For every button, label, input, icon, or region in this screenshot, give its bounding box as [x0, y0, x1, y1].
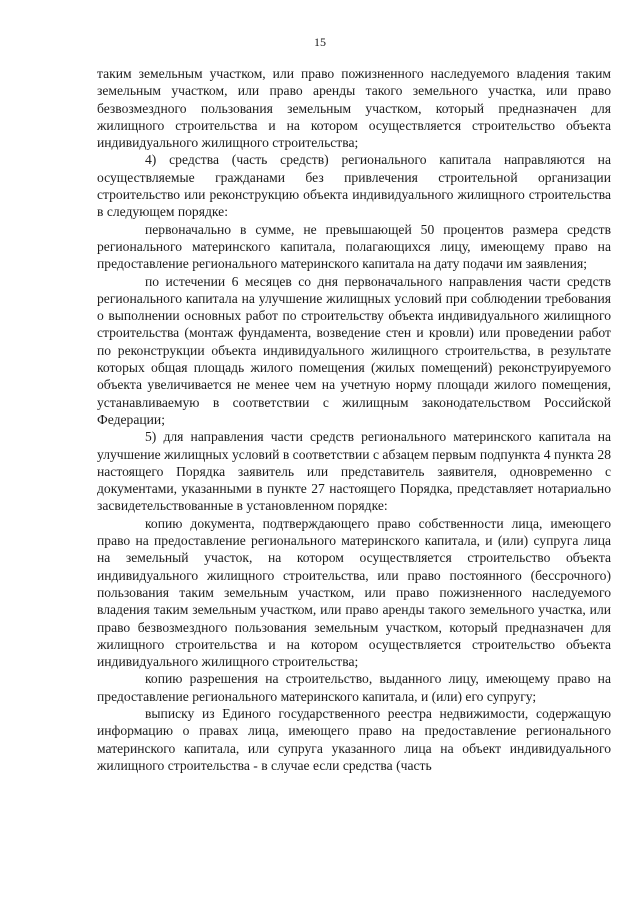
- paragraph-land-document-copy: копию документа, подтверждающего право собственности лица, имеющего право на предоставление регионального материнского капитала, и (или) супруга лица на земельный участок, на котором осуществляется строительство объекта индивидуального жилищного строительства, или право постоянного (бессрочного) пользования таким земельным участком, или право пожизненного наследуемого владения таким земельным участком, или право аренды такого земельного участка, или право безвозмездного пользования земельным участком, который предназначен для жилищного строительства и на котором осуществляется строительство объекта индивидуального жилищного строительства;: [97, 515, 611, 670]
- paragraph-item-5: 5) для направления части средств регионального материнского капитала на улучшение жилищных условий в соответствии с абзацем первым подпункта 4 пункта 28 настоящего Порядка заявитель или представитель заявителя, одновременно с документами, указанными в пункте 27 настоящего Порядка, представляет нотариально засвидетельствованные в установленном порядке:: [97, 429, 611, 514]
- document-body: [97, 65, 611, 774]
- paragraph-after-6-months: по истечении 6 месяцев со дня первоначального направления части средств регионального капитала на улучшение жилищных условий при соблюдении требования о выполнении основных работ по строительству объекта индивидуального жилищного строительства (монтаж фундамента, возведение стен и кровли) или проведении работ по реконструкции объекта индивидуального жилищного строительства, в результате которых общая площадь жилого помещения (жилых помещений) реконструируемого объекта увеличивается не менее чем на учетную норму площади жилого помещения, устанавливаемую в соответствии с жилищным законодательством Российской Федерации;: [97, 273, 611, 427]
- paragraph-registry-extract: выписку из Единого государственного реестра недвижимости, содержащую информацию о правах лица, имеющего право на предоставление регионального материнского капитала, или супруга указанного лица на объект индивидуального жилищного строительства - в случае если средства (часть: [97, 705, 611, 773]
- paragraph-continuation: таким земельным участком, или право пожизненного наследуемого владения таким земельным участком, или право аренды такого земельного участка, или право безвозмездного пользования земельным участком, который предназначен для жилищного строительства и на котором осуществляется строительство объекта индивидуального жилищного строительства;: [97, 66, 611, 151]
- paragraph-item-4: 4) средства (часть средств) регионального капитала направляются на осуществляемые гражданами без привлечения строительной организации строительство или реконструкцию объекта индивидуального жилищного строительства в следующем порядке:: [97, 152, 611, 220]
- paragraph-initial-amount: первоначально в сумме, не превышающей 50 процентов размера средств регионального материнского капитала, полагающихся лицу, имеющему право на предоставление регионального материнского капитала на дату подачи им заявления;: [97, 221, 611, 272]
- paragraph-building-permit-copy: копию разрешения на строительство, выданного лицу, имеющему право на предоставление регионального материнского капитала, и (или) его супругу;: [97, 671, 611, 704]
- page-number: 15: [314, 35, 326, 49]
